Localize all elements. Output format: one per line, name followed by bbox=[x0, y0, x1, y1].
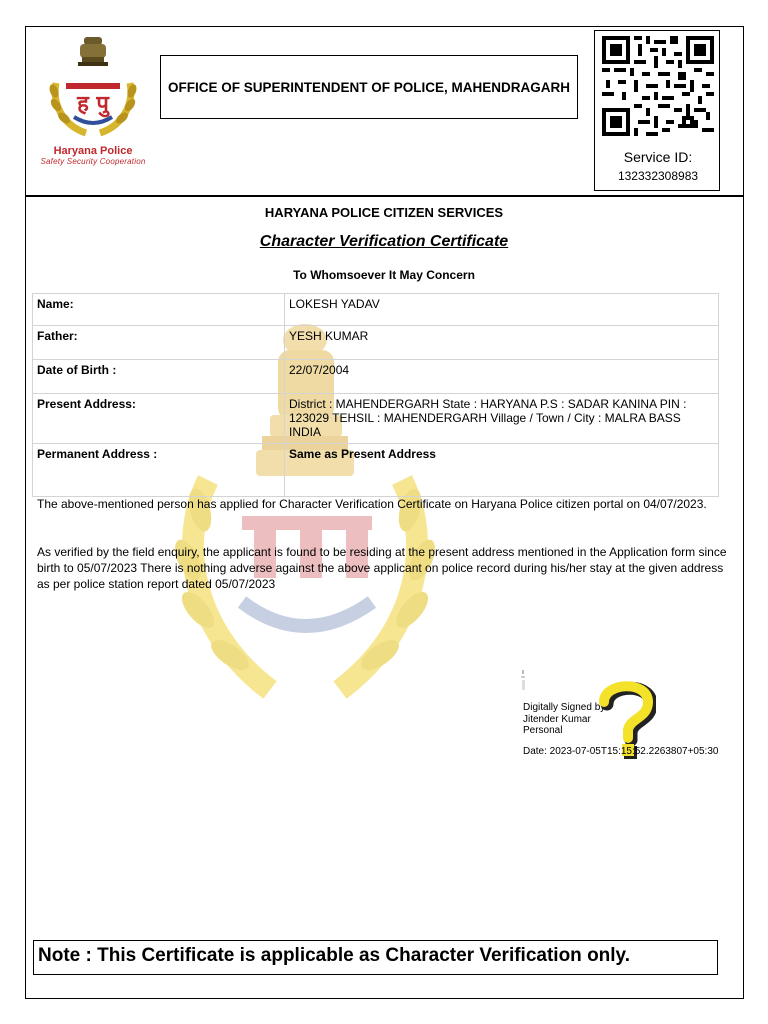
logo-tagline: Safety Security Cooperation bbox=[40, 157, 146, 166]
service-id-label: Service ID: bbox=[623, 149, 693, 165]
haryana-police-logo bbox=[34, 33, 152, 173]
certificate-note: Note : This Certificate is applicable as Character Verification only. bbox=[33, 940, 718, 975]
header-divider bbox=[25, 195, 744, 197]
father-value: YESH KUMAR bbox=[285, 326, 719, 360]
table-row bbox=[33, 444, 719, 497]
name-value: LOKESH YADAV bbox=[285, 294, 719, 326]
dob-value: 22/07/2004 bbox=[285, 360, 719, 394]
police-emblem-icon bbox=[34, 33, 152, 145]
svg-text:ह पु: ह पु bbox=[77, 92, 109, 117]
signature-date: Date: 2023-07-05T15:15:52.2263807+05:30 bbox=[523, 746, 719, 757]
table-row bbox=[33, 360, 719, 394]
services-title: HARYANA POLICE CITIZEN SERVICES bbox=[264, 205, 504, 220]
dob-label: Date of Birth : bbox=[33, 360, 285, 394]
certificate-title: Character Verification Certificate bbox=[259, 233, 509, 250]
signature-line-1: Digitally Signed by: bbox=[523, 702, 609, 713]
table-row bbox=[33, 326, 719, 360]
qr-panel bbox=[594, 30, 720, 191]
application-paragraph: The above-mentioned person has applied for Character Verification Certificate on Haryana Police citizen portal on 04/07/2023. bbox=[37, 497, 707, 511]
table-row bbox=[33, 294, 719, 326]
permanent-address-label: Permanent Address : bbox=[33, 444, 285, 497]
office-title: OFFICE OF SUPERINTENDENT OF POLICE, MAHENDRAGARH bbox=[160, 55, 578, 119]
applicant-details-table bbox=[32, 293, 719, 497]
permanent-address-value: Same as Present Address bbox=[285, 444, 719, 497]
logo-title: Haryana Police bbox=[53, 145, 133, 157]
concern-line: To Whomsoever It May Concern bbox=[293, 268, 475, 282]
name-label: Name: bbox=[33, 294, 285, 326]
father-label: Father: bbox=[33, 326, 285, 360]
signature-line-2: Jitender Kumar bbox=[523, 713, 591, 725]
qr-code-icon[interactable] bbox=[602, 36, 714, 136]
service-id-value: 132332308983 bbox=[617, 169, 699, 183]
present-address-label: Present Address: bbox=[33, 394, 285, 444]
table-row bbox=[33, 394, 719, 444]
present-address-value: District : MAHENDERGARH State : HARYANA P.S : SADAR KANINA PIN : 123029 TEHSIL : MAHENDERGARH Village / Town / City : MALRA BASS INDIA bbox=[285, 394, 719, 444]
signature-line-3: Personal bbox=[523, 725, 563, 736]
verification-paragraph: As verified by the field enquiry, the applicant is found to be residing at the present address mentioned in the Application form since birth to 05/07/2023 There is nothing adverse against the above applicant on police record during his/her stay at the given address as per police station report dated 05/07/2023 bbox=[37, 545, 727, 591]
signature-mark-icon bbox=[521, 670, 527, 692]
